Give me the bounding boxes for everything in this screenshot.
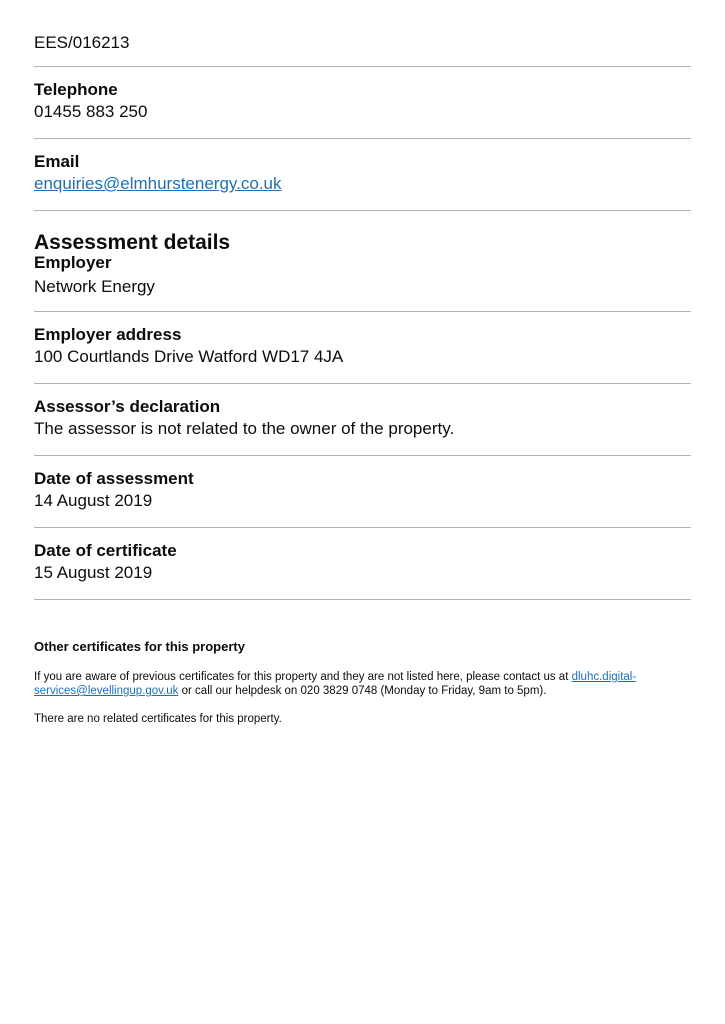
helpdesk-email-link[interactable]: dluhc.digital-services@levellingup.gov.uk	[34, 671, 637, 697]
employer-row	[34, 253, 691, 312]
email-label: Email	[34, 152, 80, 171]
date-of-certificate-label: Date of certificate	[34, 541, 177, 560]
employer-address-row	[34, 312, 691, 384]
date-of-assessment-label: Date of assessment	[34, 469, 194, 488]
employer-label: Employer	[34, 253, 112, 272]
other-certificates-contact-text	[34, 670, 691, 698]
employer-address-value: 100 Courtlands Drive Watford WD17 4JA	[34, 347, 344, 366]
email-row	[34, 139, 691, 211]
other-certificates-section	[34, 639, 691, 726]
certificate-page	[34, 0, 691, 726]
accreditation-block	[34, 0, 691, 67]
no-related-certificates-text: There are no related certificates for this property.	[34, 713, 282, 725]
email-link[interactable]: enquiries@elmhurstenergy.co.uk	[34, 174, 282, 193]
employer-address-label: Employer address	[34, 325, 182, 344]
date-of-assessment-value: 14 August 2019	[34, 491, 153, 510]
date-of-certificate-value: 15 August 2019	[34, 563, 153, 582]
scheme-number: EES/016213	[34, 33, 130, 52]
telephone-value: 01455 883 250	[34, 102, 148, 121]
date-of-assessment-row	[34, 456, 691, 528]
declaration-value: The assessor is not related to the owner of the property.	[34, 419, 455, 438]
telephone-label: Telephone	[34, 80, 118, 99]
telephone-row	[34, 67, 691, 139]
declaration-row	[34, 384, 691, 456]
assessment-details-heading: Assessment details	[34, 231, 231, 254]
employer-value: Network Energy	[34, 277, 155, 296]
contact-text-after-link: or call our helpdesk on 020 3829 0748 (Monday to Friday, 9am to 5pm).	[181, 685, 547, 697]
contact-text-before-link: If you are aware of previous certificates for this property and they are not listed here, please contact us at	[34, 671, 569, 683]
date-of-certificate-row	[34, 528, 691, 600]
declaration-label: Assessor’s declaration	[34, 397, 221, 416]
other-certificates-heading: Other certificates for this property	[34, 639, 245, 654]
